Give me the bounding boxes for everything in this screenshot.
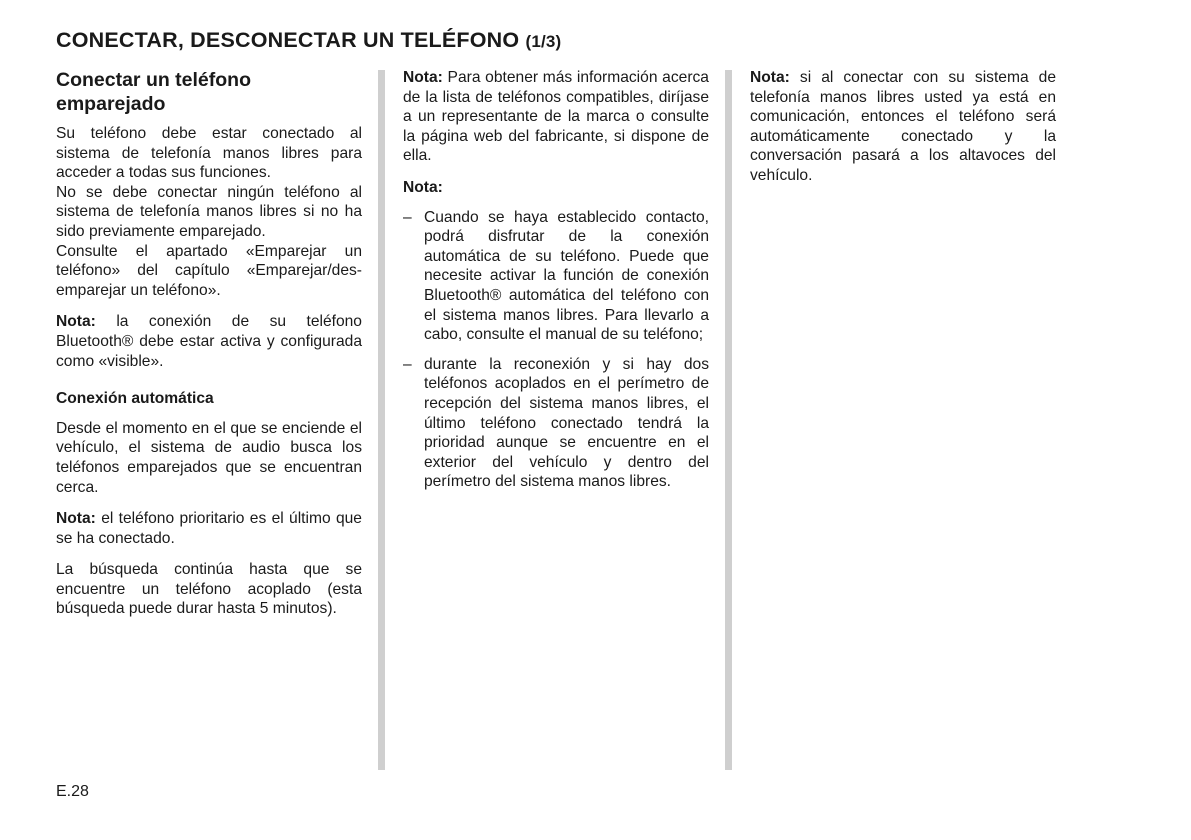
note-list (403, 208, 709, 492)
paragraph-system-searches: Desde el momento en el que se enciende el vehículo, el sistema de audio busca los teléfonos emparejados que se encuentran cerca. (56, 419, 362, 496)
page-part-indicator: (1/3) (525, 32, 562, 51)
dash-bullet: – (403, 208, 412, 226)
list-item-text: Cuando se haya establecido contacto, podrá disfrutar de la conexión automática de su teléfono. Puede que necesite activar la función de conexión Bluetooth® automática del teléfono con el sistema manos libres. Para llevarlo a cabo, consulte el manual de su teléfono; (424, 208, 709, 344)
note-label: Nota: (56, 510, 96, 528)
note-priority-phone (56, 509, 362, 548)
column-divider-bar (378, 70, 385, 770)
page-title-text: CONECTAR, DESCONECTAR UN TELÉFONO (56, 28, 520, 52)
note-text: la conexión de su teléfono Bluetooth® debe estar activa y configurada como «visible». (56, 313, 362, 370)
note-compatible-phones (403, 68, 709, 166)
column-right (750, 68, 1056, 198)
subsection-heading-automatic-connection: Conexión automática (56, 390, 214, 408)
paragraph-search-continues: La búsqueda continúa hasta que se encuentre un teléfono acoplado (esta búsqueda puede durar hasta 5 minutos). (56, 561, 362, 618)
dash-bullet: – (403, 355, 412, 373)
paragraph-must-be-connected: Su teléfono debe estar conectado al sistema de telefonía manos libres para acceder a todas sus funciones. (56, 125, 362, 182)
section-heading-connect-paired-phone: Conectar un teléfono emparejado (56, 69, 252, 115)
note-label: Nota: (403, 69, 443, 86)
paragraph-must-be-paired: No se debe conectar ningún teléfono al sistema de telefonía manos libres si no ha sido previamente emparejado. (56, 183, 362, 240)
note-text: si al conectar con su sistema de telefonía manos libres usted ya está en comunicación, entonces el teléfono será automáticamente conectado y la conversación pasará a los altavoces del vehículo. (750, 69, 1056, 184)
note-text: el teléfono prioritario es el último que se ha conectado. (56, 510, 362, 547)
column-middle (403, 68, 709, 502)
note-text: Para obtener más información acerca de la lista de teléfonos compatibles, diríjase a un representante de la marca o consulte la página web del fabricante, si dispone de ella. (403, 69, 709, 165)
note-label: Nota: (750, 69, 790, 86)
note-in-call-connection (750, 68, 1056, 186)
note-bluetooth-visible (56, 312, 362, 371)
note-label: Nota: (56, 313, 96, 331)
list-item-text: durante la reconexión y si hay dos teléfonos acoplados en el perímetro de recepción del sistema manos libres, el último teléfono conectado tendrá la prioridad aunque se encuentre en el exterior del vehículo y dentro del perímetro del sistema manos libres. (424, 355, 709, 491)
note-heading: Nota: (403, 178, 443, 196)
column-left (56, 68, 362, 631)
list-item (403, 355, 709, 492)
page-title (56, 28, 1136, 53)
paragraph-see-pair-section: Consulte el apartado «Emparejar un teléfono» del capítulo «Emparejar/desemparejar un teléfono». (56, 242, 362, 299)
page-number: E.28 (56, 783, 89, 800)
list-item (403, 208, 709, 345)
column-divider-bar (725, 70, 732, 770)
